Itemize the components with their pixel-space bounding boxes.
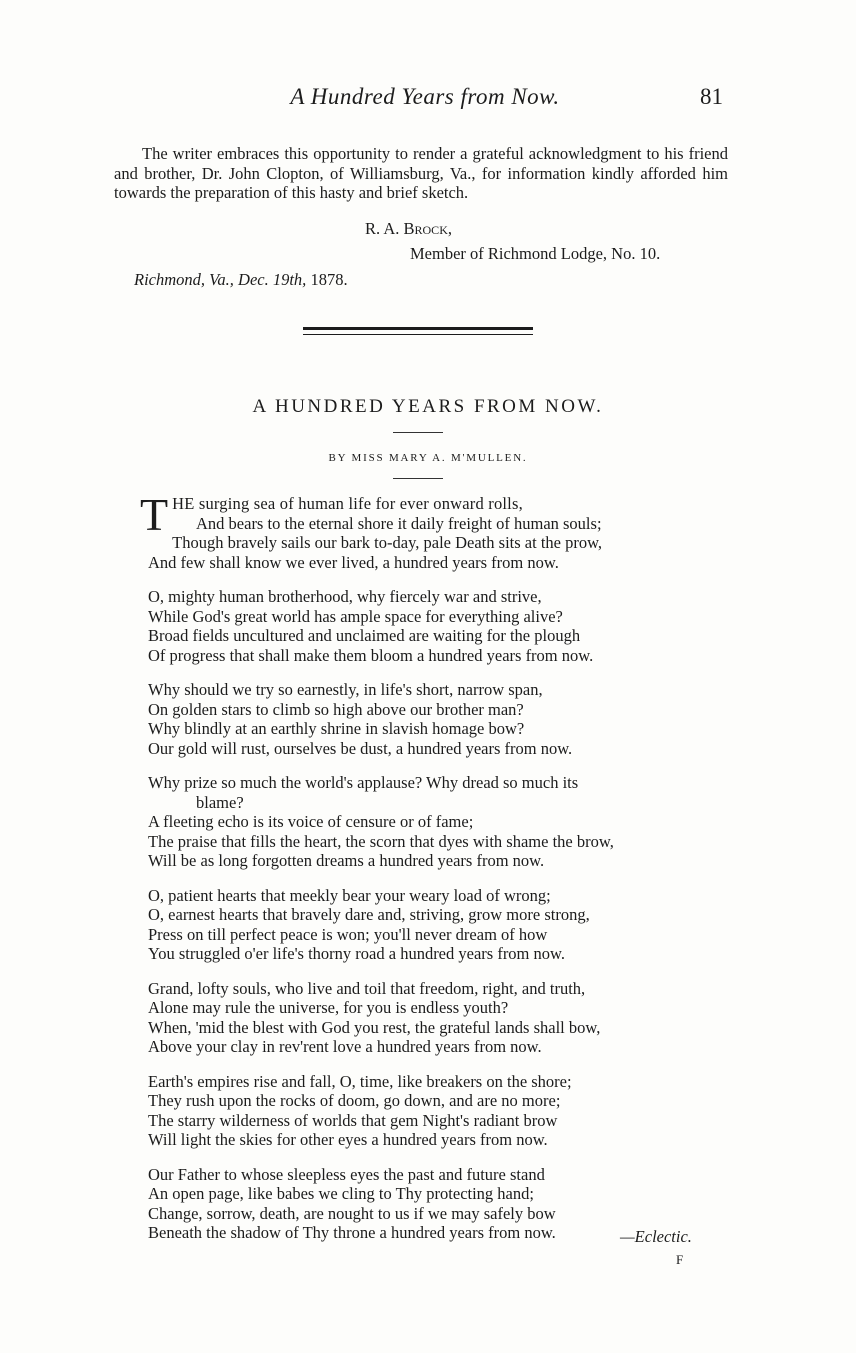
poem-line: And bears to the eternal shore it daily freight of human souls; bbox=[196, 513, 602, 533]
section-divider-thin bbox=[303, 334, 533, 335]
dateline-place: Richmond, Va., Dec. 19th, bbox=[134, 270, 307, 289]
poem-line: O, mighty human brotherhood, why fiercely war and strive, bbox=[148, 587, 542, 606]
poem-line: Earth's empires rise and fall, O, time, like breakers on the shore; bbox=[148, 1071, 572, 1091]
stanza bbox=[148, 680, 718, 758]
poem-body bbox=[140, 489, 718, 1258]
stanza bbox=[148, 773, 718, 871]
author-lodge: Member of Richmond Lodge, No. 10. bbox=[410, 244, 661, 263]
printer-signature-mark: F bbox=[676, 1252, 684, 1267]
poem-line: Our Father to whose sleepless eyes the past and future stand bbox=[148, 1164, 545, 1184]
poem-source: —Eclectic. bbox=[620, 1227, 692, 1246]
poem-line: When, 'mid the blest with God you rest, the grateful lands shall bow, bbox=[148, 1017, 601, 1037]
running-head bbox=[0, 84, 856, 118]
poem-line: blame? bbox=[196, 792, 244, 812]
poem-line: Of progress that shall make them bloom a hundred years from now. bbox=[148, 645, 594, 665]
poem-line: Broad fields uncultured and unclaimed are waiting for the plough bbox=[148, 626, 581, 645]
poem-line: An open page, like babes we cling to Thy protecting hand; bbox=[148, 1184, 534, 1203]
poem-line: O, earnest hearts that bravely dare and, striving, grow more strong, bbox=[148, 905, 590, 924]
poem-line: Above your clay in rev'rent love a hundred years from now. bbox=[148, 1037, 542, 1056]
poem-line: Though bravely sails our bark to-day, pale Death sits at the prow, bbox=[172, 533, 603, 552]
section-divider-thick bbox=[303, 327, 533, 330]
poem-line: And few shall know we ever lived, a hundred years from now. bbox=[148, 552, 559, 572]
poem-line: The starry wilderness of worlds that gem Night's radiant brow bbox=[148, 1110, 558, 1130]
poem-line: O, patient hearts that meekly bear your weary load of wrong; bbox=[148, 885, 551, 905]
stanza bbox=[140, 489, 718, 572]
poem-line: Why prize so much the world's applause? Why dread so much its bbox=[148, 773, 579, 792]
byline-rule bbox=[393, 478, 443, 479]
poem-line: The praise that fills the heart, the scorn that dyes with shame the brow, bbox=[148, 831, 614, 851]
acknowledgment-paragraph bbox=[114, 144, 728, 203]
poem-line: Why should we try so earnestly, in life's short, narrow span, bbox=[148, 680, 543, 699]
stanza bbox=[148, 1072, 718, 1150]
title-rule bbox=[393, 432, 443, 433]
poem-line: Press on till perfect peace is won; you'll never dream of how bbox=[148, 924, 548, 944]
poem-line: Will light the skies for other eyes a hundred years from now. bbox=[148, 1130, 548, 1149]
poem-line: You struggled o'er life's thorny road a hundred years from now. bbox=[148, 944, 565, 963]
poem-line: While God's great world has ample space for everything alive? bbox=[148, 606, 563, 626]
poem-line: They rush upon the rocks of doom, go down, and are no more; bbox=[148, 1091, 561, 1110]
poem-line: Beneath the shadow of Thy throne a hundred years from now. bbox=[148, 1223, 556, 1242]
author-signature: R. A. Brock, bbox=[365, 219, 452, 238]
drop-cap: T bbox=[140, 489, 169, 540]
first-line-text: HE surging sea of human life for ever onward rolls, bbox=[172, 494, 523, 513]
poem-line: Alone may rule the universe, for you is endless youth? bbox=[148, 998, 509, 1017]
poem-title: A HUNDRED YEARS FROM NOW. bbox=[252, 396, 604, 417]
acknowledgment-text: The writer embraces this opportunity to render a grateful acknowledgment to his friend and brother, Dr. John Clopton, of Williamsburg, Va., for information kindly afforded him towards the preparation of this hasty and brief sketch. bbox=[114, 144, 728, 202]
stanza bbox=[148, 587, 718, 665]
poem-line: Why blindly at an earthly shrine in slavish homage bow? bbox=[148, 719, 525, 738]
poem-line: Change, sorrow, death, are nought to us if we may safely bow bbox=[148, 1203, 556, 1223]
poem-byline: BY MISS MARY A. M'MULLEN. bbox=[328, 452, 528, 464]
dateline-year: 1878. bbox=[310, 270, 348, 289]
poem-line: Grand, lofty souls, who live and toil that freedom, right, and truth, bbox=[148, 978, 586, 998]
poem-line: Will be as long forgotten dreams a hundred years from now. bbox=[148, 851, 545, 870]
stanza bbox=[148, 979, 718, 1057]
poem-line: A fleeting echo is its voice of censure or of fame; bbox=[148, 812, 474, 831]
running-title: A Hundred Years from Now. bbox=[290, 84, 560, 109]
dateline bbox=[134, 270, 348, 290]
poem-line: On golden stars to climb so high above our brother man? bbox=[148, 699, 524, 719]
poem-line: Our gold will rust, ourselves be dust, a hundred years from now. bbox=[148, 738, 573, 758]
stanza bbox=[148, 886, 718, 964]
page-number: 81 bbox=[700, 84, 723, 109]
